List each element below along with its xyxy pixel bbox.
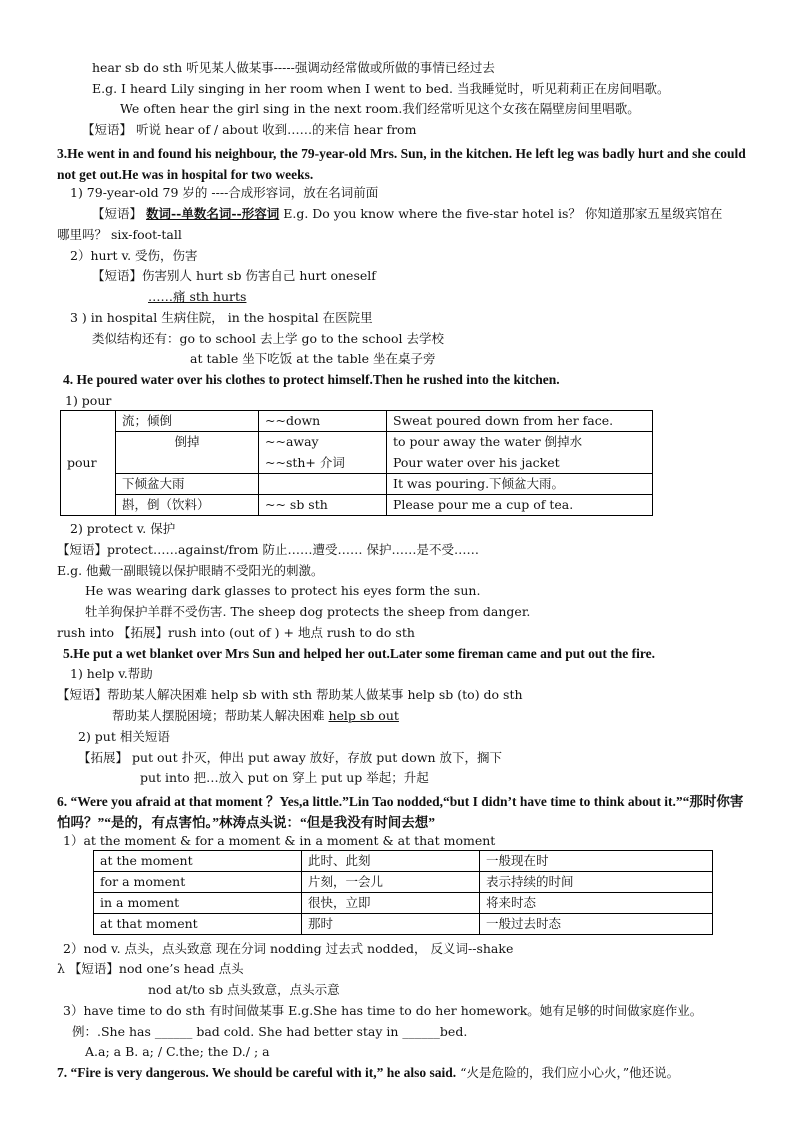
table-cell: at the moment	[94, 851, 302, 872]
section-heading-7	[57, 1065, 679, 1081]
section-heading-5: 5.He put a wet blanket over Mrs Sun and helped her out.Later some fireman came and put out the fire.	[63, 646, 655, 661]
table-cell: Pour water over his jacket	[387, 453, 653, 474]
table-cell: It was pouring.下倾盆大雨。	[387, 474, 653, 495]
table-cell: in a moment	[94, 893, 302, 914]
table-cell: for a moment	[94, 872, 302, 893]
section-heading-6: 6. “Were you afraid at that moment ？Yes,a little.”Lin Tao nodded,“but I didn’t have time to think about it.”“那时你害怕吗？”“是的，有点害怕。”林涛点头说：“但是我没有时间去想”	[57, 794, 744, 830]
text-line: 哪里吗？ six-foot-tall	[57, 227, 182, 242]
text-line: 【拓展】 put out 扑灭，伸出 put away 放好，存放 put down 放下，搁下	[78, 750, 503, 765]
table-label-cell: pour	[61, 411, 116, 516]
text-line: rush into 【拓展】rush into (out of ) + 地点 rush to do sth	[57, 625, 415, 640]
text-line: 类似结构还有：go to school 去上学 go to the school 去学校	[92, 331, 444, 346]
text-line: at table 坐下吃饭 at the table 坐在桌子旁	[190, 351, 436, 366]
table-cell: at that moment	[94, 914, 302, 935]
table-cell: 片刻，一会儿	[302, 872, 480, 893]
text-line: 2）nod v. 点头，点头致意 现在分词 nodding 过去式 nodded， 反义词--shake	[63, 941, 514, 956]
phrase-rule: 数词--单数名词--形容词	[145, 206, 280, 221]
text-line: 【短语】帮助某人解决困难 help sb with sth 帮助某人做某事 help sb (to) do sth	[57, 687, 523, 702]
table-cell: 倒掉	[116, 432, 259, 474]
example-text: E.g. Do you know where the five-star hotel is？ 你知道那家五星级宾馆在	[279, 206, 723, 221]
text-line: 3 ) in hospital 生病住院， in the hospital 在医院里	[70, 310, 373, 325]
table-cell: ~~away	[259, 432, 387, 453]
text-line: 1) 79-year-old 79 岁的 ----合成形容词，放在名词前面	[70, 185, 379, 200]
table-cell: 下倾盆大雨	[116, 474, 259, 495]
exercise-options: A.a; a B. a; / C.the; the D./ ; a	[85, 1044, 270, 1059]
table-cell: 将来时态	[480, 893, 713, 914]
phrase-underlined: help sb out	[328, 708, 399, 723]
text-line: ……痛 sth hurts	[148, 289, 247, 304]
phrase-text: 帮助某人摆脱困境；帮助某人解决困难	[112, 708, 329, 723]
text-line: 1) pour	[65, 393, 112, 408]
heading-chinese: “火是危险的，我们应小心火，”他还说。	[456, 1065, 680, 1080]
moment-table	[93, 850, 713, 935]
table-cell: 那时	[302, 914, 480, 935]
heading-english: 7. “Fire is very dangerous. We should be careful with it,” he also said.	[57, 1065, 457, 1080]
table-cell: ~~down	[259, 411, 387, 432]
text-line: E.g. I heard Lily singing in her room when I went to bed. 当我睡觉时，听见莉莉正在房间唱歌。	[92, 81, 670, 96]
phrase-tag: 【短语】	[92, 206, 146, 221]
table-cell: 很快，立即	[302, 893, 480, 914]
text-line	[92, 206, 722, 222]
section-heading-3: 3.He went in and found his neighbour, the 79-year-old Mrs. Sun, in the kitchen. He left leg was badly hurt and she could not get out.He was in hospital for two weeks.	[57, 146, 746, 182]
text-line: 1) help v.帮助	[70, 666, 153, 681]
text-line: nod at/to sb 点头致意，点头示意	[148, 982, 340, 997]
text-line: 2) put 相关短语	[78, 729, 170, 744]
table-cell	[259, 474, 387, 495]
exercise-question: 例：.She has ______ bad cold. She had better stay in ______bed.	[72, 1024, 468, 1039]
text-line: 牡羊狗保护羊群不受伤害. The sheep dog protects the sheep from danger.	[85, 604, 531, 619]
section-heading-4: 4. He poured water over his clothes to protect himself.Then he rushed into the kitchen.	[63, 372, 560, 387]
table-cell: 斟，倒（饮料）	[116, 495, 259, 516]
text-line: hear sb do sth 听见某人做某事-----强调动经常做或所做的事情已经过去	[92, 60, 495, 75]
table-cell: ~~sth+ 介词	[259, 453, 387, 474]
text-line: E.g. 他戴一副眼镜以保护眼睛不受阳光的刺激。	[57, 563, 324, 578]
text-line: 【短语】 听说 hear of / about 收到……的来信 hear from	[82, 122, 417, 137]
pour-table	[60, 410, 653, 516]
text-line: 2) protect v. 保护	[70, 521, 176, 536]
table-cell: 流；倾倒	[116, 411, 259, 432]
table-cell: to pour away the water 倒掉水	[387, 432, 653, 453]
table-cell: 此时、此刻	[302, 851, 480, 872]
table-cell: 表示持续的时间	[480, 872, 713, 893]
text-line: We often hear the girl sing in the next room.我们经常听见这个女孩在隔壁房间里唱歌。	[120, 101, 640, 116]
text-line: He was wearing dark glasses to protect his eyes form the sun.	[85, 583, 481, 598]
text-line: 2）hurt v. 受伤，伤害	[70, 248, 198, 263]
text-line: 【短语】伤害别人 hurt sb 伤害自己 hurt oneself	[92, 268, 376, 283]
text-line: 3）have time to do sth 有时间做某事 E.g.She has time to do her homework。她有足够的时间做家庭作业。	[63, 1003, 703, 1018]
text-line: 1）at the moment & for a moment & in a moment & at that moment	[63, 833, 496, 848]
text-line: λ 【短语】nod one’s head 点头	[57, 961, 244, 976]
table-cell: Sweat poured down from her face.	[387, 411, 653, 432]
table-cell: Please pour me a cup of tea.	[387, 495, 653, 516]
text-line: put into 把…放入 put on 穿上 put up 举起；升起	[140, 770, 429, 785]
text-line	[112, 708, 399, 724]
text-line: 【短语】protect……against/from 防止……遭受…… 保护……是不受……	[57, 542, 479, 557]
table-cell: ~~ sb sth	[259, 495, 387, 516]
table-cell: 一般现在时	[480, 851, 713, 872]
table-cell: 一般过去时态	[480, 914, 713, 935]
